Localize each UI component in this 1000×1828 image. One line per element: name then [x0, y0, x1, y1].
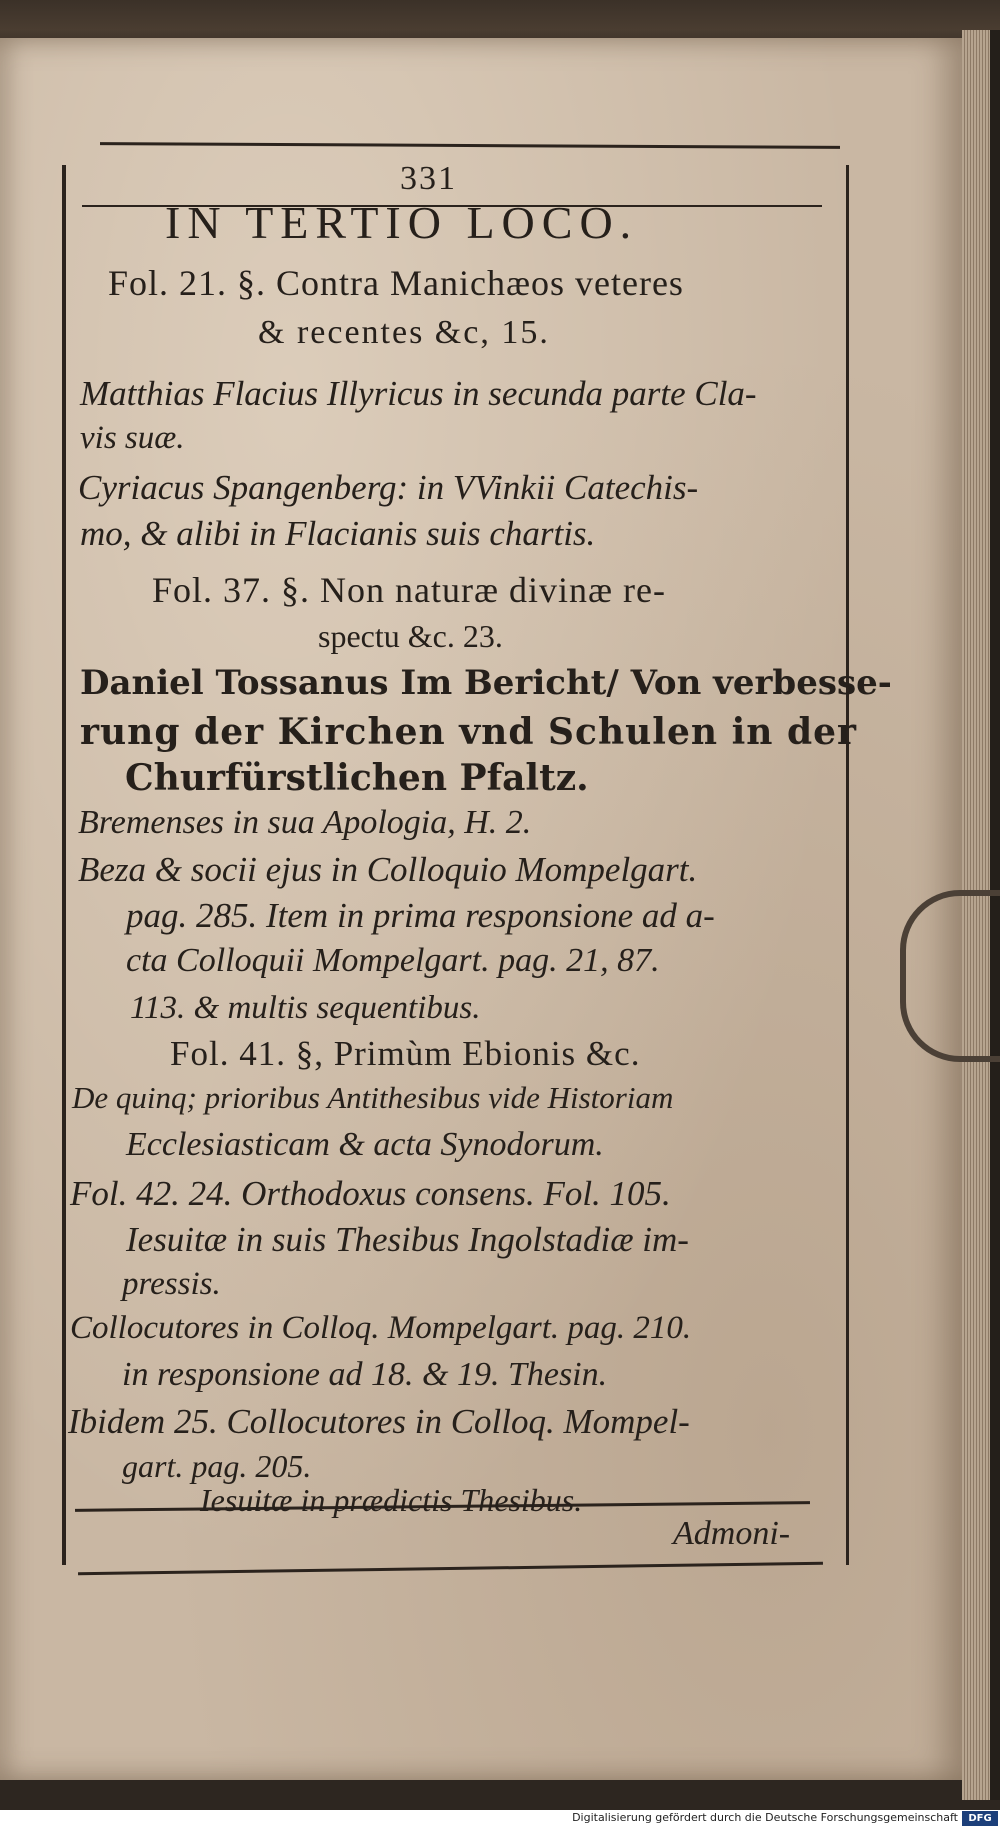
dfg-logo: DFG — [962, 1811, 998, 1826]
page-heading: IN TERTIO LOCO. — [165, 197, 639, 248]
text-line: Fol. 37. §. Non naturæ divinæ re- — [152, 570, 666, 610]
text-line: rung der Kirchen vnd Schulen in der — [80, 711, 858, 753]
text-line: De quinq; prioribus Antithesibus vide Historiam — [72, 1080, 674, 1115]
footer-bar — [0, 1810, 1000, 1828]
text-line: Collocutores in Colloq. Mompelgart. pag. 210. — [70, 1310, 692, 1346]
text-line: gart. pag. 205. — [122, 1448, 312, 1484]
text-line: 113. & multis sequentibus. — [130, 990, 481, 1026]
text-line: Iesuitæ in suis Thesibus Ingolstadiæ im- — [126, 1220, 689, 1259]
text-line: in responsione ad 18. & 19. Thesin. — [122, 1356, 608, 1393]
text-line: Beza & socii ejus in Colloquio Mompelgart. — [78, 850, 698, 889]
text-line: Fol. 41. §, Primùm Ebionis &c. — [170, 1034, 641, 1073]
text-line: Cyriacus Spangenberg: in VVinkii Catechis- — [78, 468, 699, 507]
text-line: spectu &c. 23. — [318, 618, 503, 654]
page-number: 331 — [400, 160, 457, 197]
text-line: vis suæ. — [80, 420, 185, 456]
text-line: Ibidem 25. Collocutores in Colloq. Mompel- — [68, 1402, 690, 1441]
text-line: Churfürstlichen Pfaltz. — [125, 757, 589, 799]
text-line: Fol. 21. §. Contra Manichæos veteres — [108, 263, 684, 303]
clasp-ribbon — [900, 890, 1000, 1062]
catchword: Admoni- — [673, 1515, 791, 1552]
text-line: Matthias Flacius Illyricus in secunda parte Cla- — [80, 374, 757, 413]
text-line: Ecclesiasticam & acta Synodorum. — [126, 1126, 604, 1163]
digitization-credit: Digitalisierung gefördert durch die Deutsche Forschungsgemeinschaft — [572, 1811, 958, 1824]
text-line: Fol. 42. 24. Orthodoxus consens. Fol. 105. — [70, 1174, 671, 1213]
text-line: pressis. — [122, 1266, 221, 1302]
text-line: Iesuitæ in prædictis Thesibus. — [200, 1482, 583, 1518]
text-line: mo, & alibi in Flacianis suis chartis. — [80, 514, 596, 553]
text-line: cta Colloquii Mompelgart. pag. 21, 87. — [126, 942, 660, 979]
text-line: Daniel Tossanus Im Bericht/ Von verbesse- — [80, 663, 892, 703]
text-line: Bremenses in sua Apologia, H. 2. — [78, 804, 532, 841]
text-line: & recentes &c, 15. — [258, 314, 550, 351]
text-line: pag. 285. Item in prima responsione ad a- — [126, 896, 715, 935]
